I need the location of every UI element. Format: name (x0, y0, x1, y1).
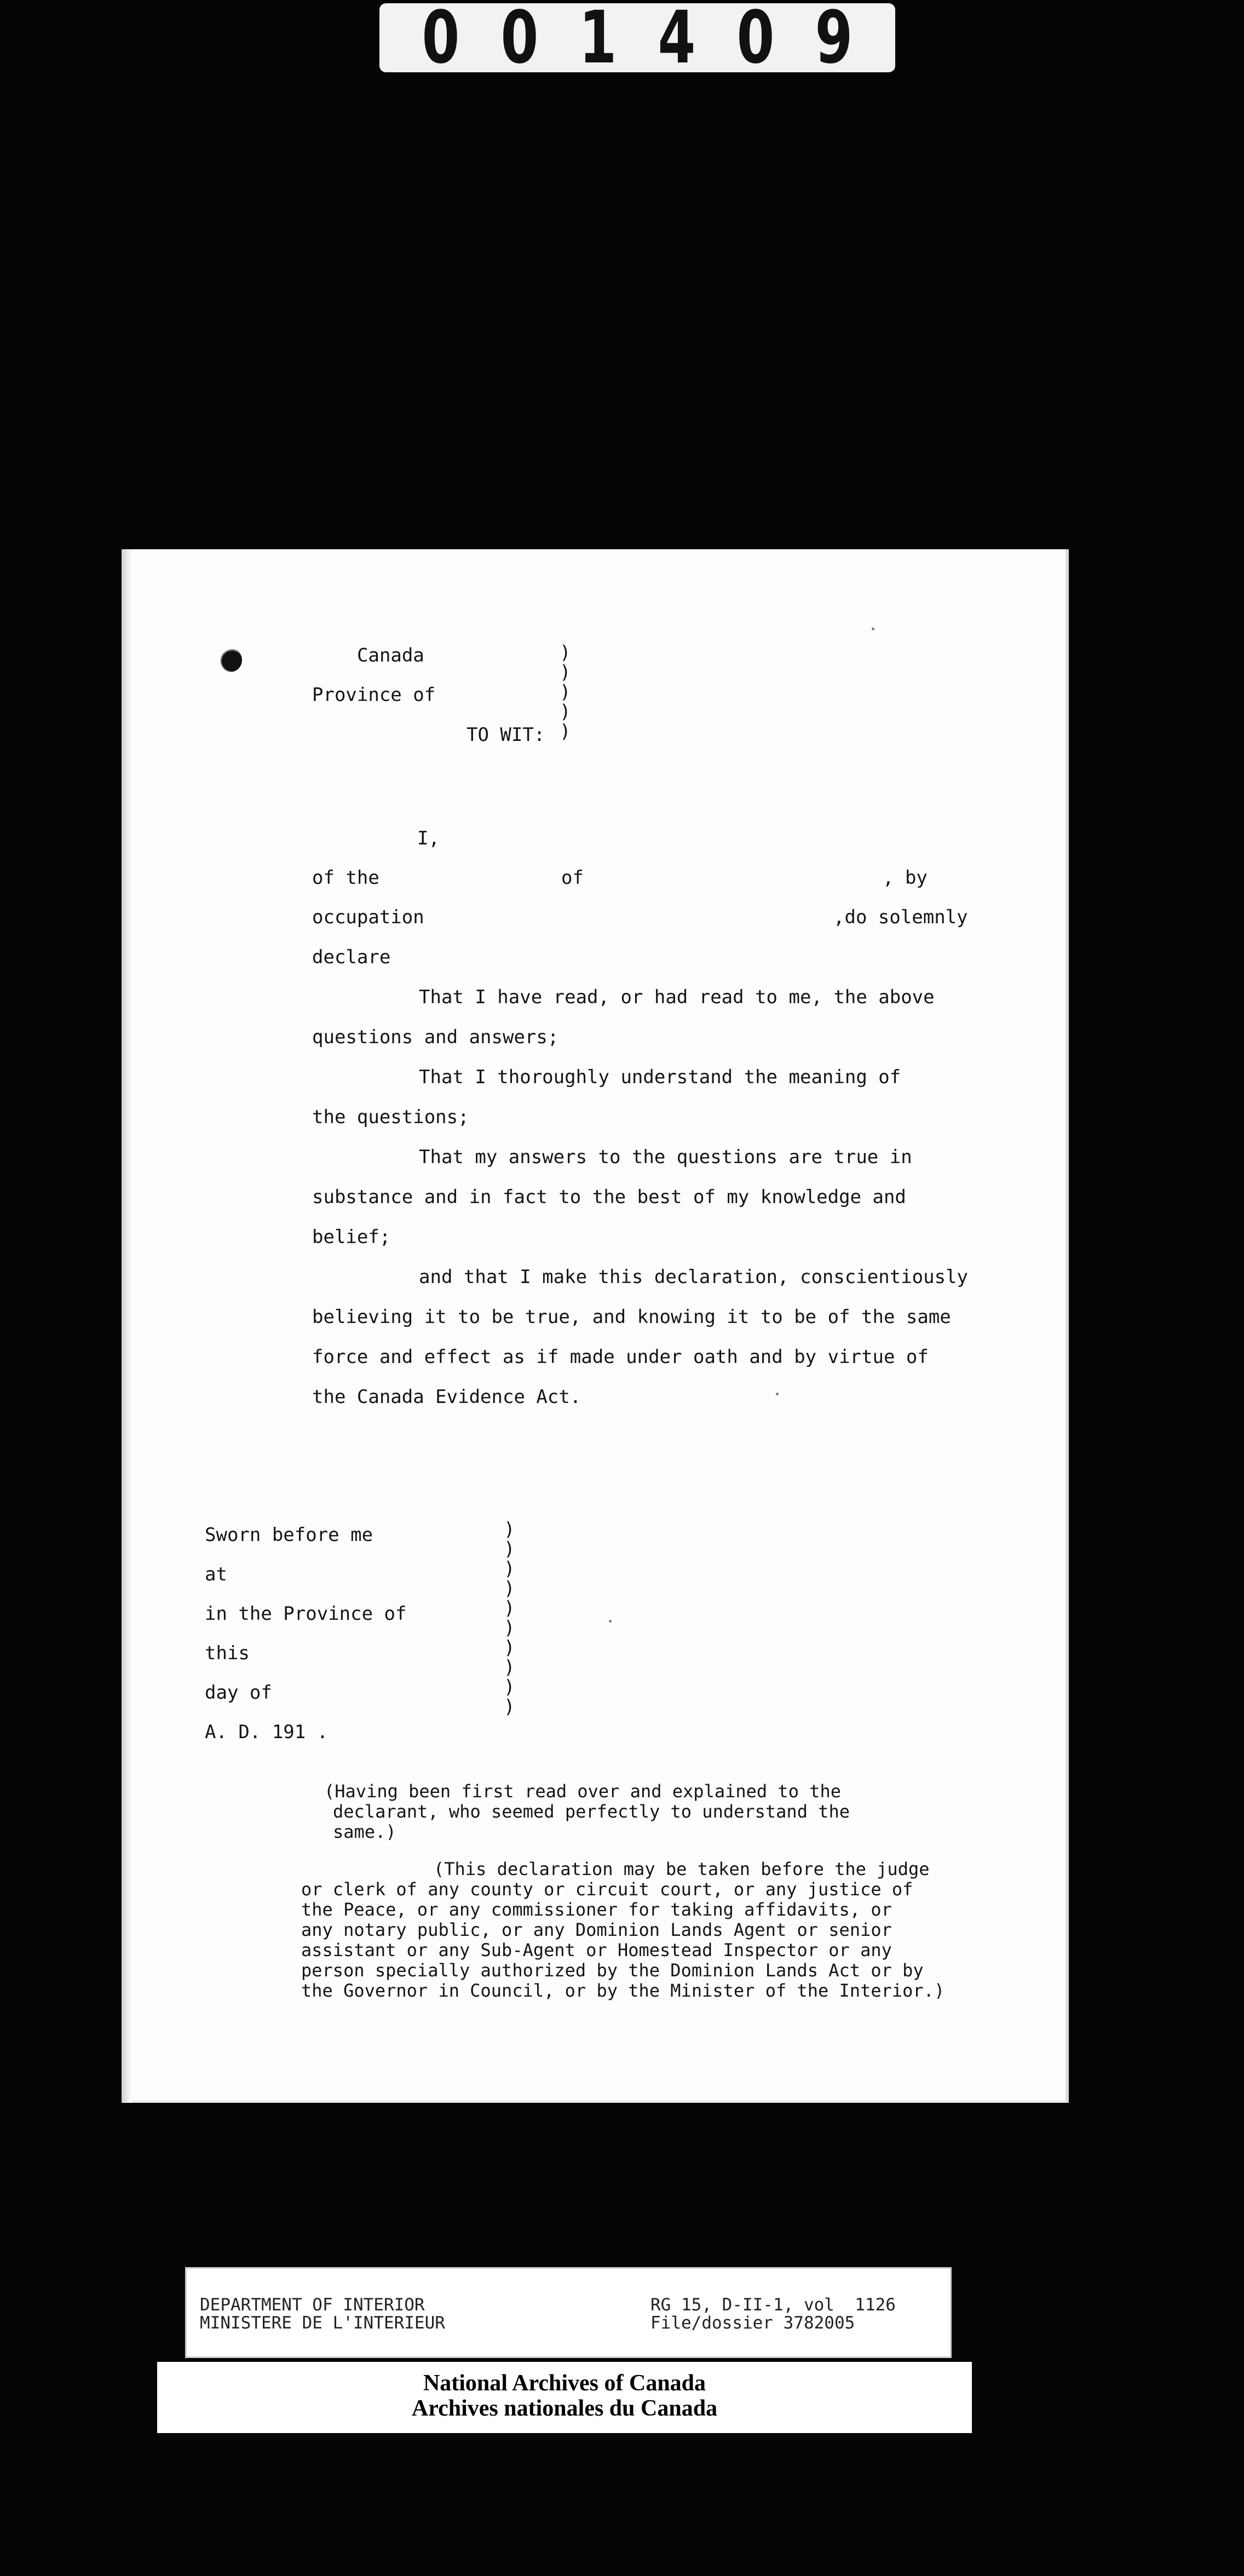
note-line: the Governor in Council, or by the Minister of the Interior.) (301, 1980, 945, 2001)
body-line: of (561, 867, 584, 889)
ink-blot (220, 648, 242, 672)
body-line: declare (312, 946, 391, 968)
jurat-line: Sworn before me (205, 1524, 373, 1546)
record-group: RG 15, D-II-1, vol 1126 (650, 2295, 896, 2315)
body-line: belief; (312, 1226, 391, 1248)
jurat-line: at (205, 1563, 227, 1585)
body-line: the questions; (312, 1106, 469, 1128)
national-archives-label (157, 2362, 972, 2433)
body-line: That I have read, or had read to me, the above (419, 986, 935, 1008)
to-wit-label: TO WIT: (466, 724, 545, 746)
body-line: occupation (312, 906, 424, 928)
jurat-line: in the Province of (205, 1603, 407, 1625)
body-line: questions and answers; (312, 1026, 559, 1048)
file-reference (650, 2296, 896, 2332)
body-line: and that I make this declaration, conscientiously (419, 1266, 969, 1288)
province-label: Province of (312, 684, 436, 706)
body-line: believing it to be true, and knowing it to be of the same (312, 1306, 951, 1328)
department-name (200, 2296, 445, 2332)
speck (776, 1393, 779, 1395)
note-line: person specially authorized by the Dominion Lands Act or by (301, 1960, 924, 1981)
speck (872, 628, 874, 630)
country-label: Canada (357, 645, 424, 666)
bracket: ) ) ) ) ) ) ) ) ) ) (504, 1519, 515, 1718)
frame-digit: 0 (736, 0, 774, 80)
body-line: That my answers to the questions are true in (419, 1146, 912, 1168)
note-line: the Peace, or any commissioner for taking affidavits, or (301, 1899, 892, 1920)
department-en: DEPARTMENT OF INTERIOR (200, 2295, 425, 2315)
jurat-line: this (205, 1642, 250, 1664)
archive-reference-label (185, 2267, 952, 2358)
note-line: any notary public, or any Dominion Lands Agent or senior (301, 1919, 892, 1940)
body-line: , by (883, 867, 928, 889)
note-line: or clerk of any county or circuit court, or any justice of (301, 1879, 913, 1900)
file-number: File/dossier 3782005 (650, 2313, 855, 2333)
note-line: (Having been first read over and explained to the (324, 1781, 842, 1802)
declaration-page (122, 549, 1069, 2103)
frame-digit: 1 (579, 0, 617, 80)
note-line: assistant or any Sub-Agent or Homestead Inspector or any (301, 1940, 892, 1960)
jurat-line: A. D. 191 . (205, 1721, 329, 1743)
note-line: same.) (333, 1821, 396, 1842)
frame-digit: 9 (815, 0, 853, 80)
declarant-line: I, (417, 827, 440, 849)
frame-digit: 0 (500, 0, 538, 80)
archives-name-en: National Archives of Canada (423, 2371, 706, 2396)
body-line: substance and in fact to the best of my knowledge and (312, 1186, 906, 1208)
speck (609, 1620, 612, 1623)
frame-number (379, 0, 895, 80)
frame-digit: 0 (422, 0, 460, 80)
frame-digit: 4 (658, 0, 696, 80)
body-line: force and effect as if made under oath and by virtue of (312, 1346, 929, 1368)
archives-name-fr: Archives nationales du Canada (411, 2396, 718, 2421)
department-fr: MINISTERE DE L'INTERIEUR (200, 2313, 445, 2333)
jurat-line: day of (205, 1682, 272, 1704)
body-line: That I thoroughly understand the meaning of (419, 1066, 901, 1088)
body-line: ,do solemnly (833, 906, 968, 928)
bracket: ) ) ) ) ) (560, 642, 571, 743)
body-line: of the (312, 867, 379, 889)
body-line: the Canada Evidence Act. (312, 1386, 581, 1408)
note-line: declarant, who seemed perfectly to understand the (333, 1801, 850, 1822)
note-line: (This declaration may be taken before the judge (434, 1859, 930, 1879)
